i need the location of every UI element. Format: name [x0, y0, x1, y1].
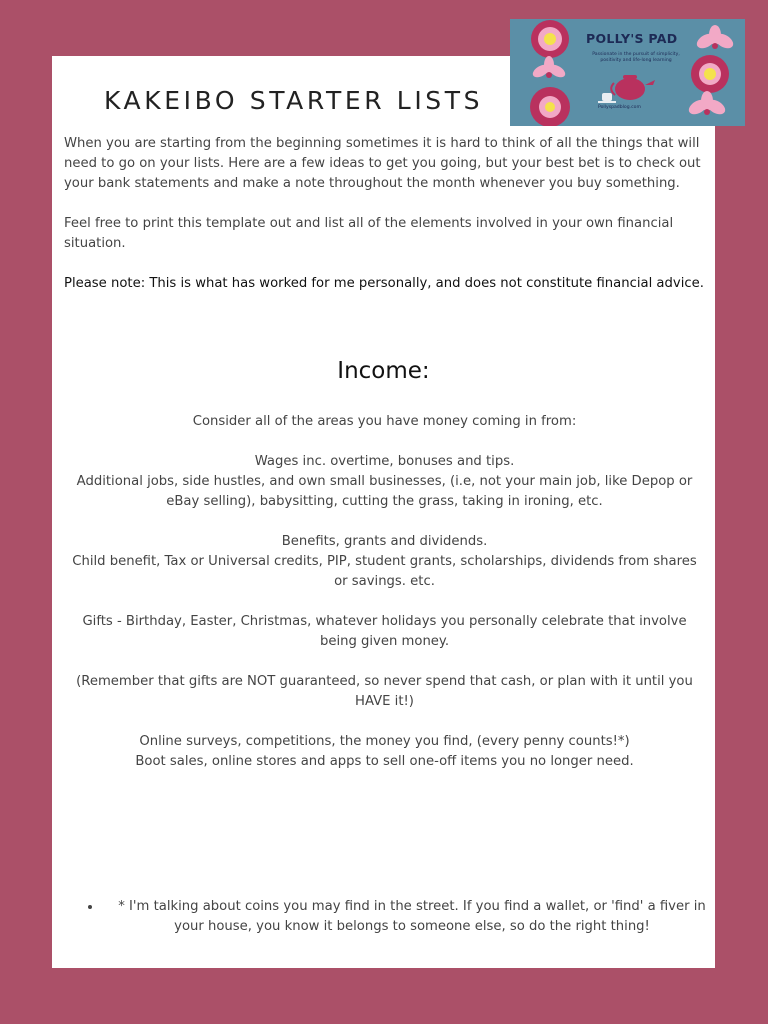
intro-section — [64, 134, 709, 314]
income-wages: Wages inc. overtime, bonuses and tips. — [254, 454, 515, 469]
intro-paragraph-2: Feel free to print this template out and list all of the elements involved in your own financial situation. — [64, 216, 674, 251]
income-lead: Consider all of the areas you have money coming in from: — [192, 414, 577, 429]
disclaimer-note: Please note: This is what has worked for me personally, and does not constitute financial advice. — [64, 276, 704, 291]
income-boot-sales: Boot sales, online stores and apps to sell one-off items you no longer need. — [135, 754, 634, 769]
logo-title: POLLY'S PAD — [586, 31, 678, 46]
income-surveys: Online surveys, competitions, the money you find, (every penny counts!*) — [139, 734, 630, 749]
income-additional-jobs: Additional jobs, side hustles, and own small businesses, (i.e, not your main job, like Depop or eBay selling), babysitting, cutting the grass, taking in ironing, etc. — [76, 474, 693, 509]
page-title: KAKEIBO STARTER LISTS — [104, 86, 484, 115]
income-wages-block — [72, 452, 697, 512]
pollys-pad-logo — [510, 19, 745, 126]
logo-url: Pollyspadblog.com — [598, 105, 641, 110]
income-section — [72, 412, 697, 792]
income-benefits-block — [72, 532, 697, 592]
income-benefits: Benefits, grants and dividends. — [281, 534, 488, 549]
document-page — [52, 56, 715, 968]
income-child-benefit: Child benefit, Tax or Universal credits, PIP, student grants, scholarships, dividends from shares or savings. etc. — [72, 554, 697, 589]
footnote-item: • * I'm talking about coins you may find in the street. If you find a wallet, or 'find' a fiver in your house, you know it belongs to someone else, so do the right thing! — [102, 897, 722, 937]
income-gifts-warning: (Remember that gifts are NOT guaranteed, so never spend that cash, or plan with it until you HAVE it!) — [76, 674, 693, 709]
logo-tagline: Passionate in the pursuit of simplicity, positivity and life-long learning — [592, 52, 680, 63]
income-heading: Income: — [337, 358, 430, 384]
intro-paragraph-1: When you are starting from the beginning sometimes it is hard to think of all the things that will need to go on your lists. Here are a few ideas to get you going, but your best bet is to check out your bank statements and make a note throughout the month whenever you buy something. — [64, 136, 701, 191]
income-online-block — [72, 732, 697, 772]
footnote-list — [82, 897, 722, 937]
income-gifts: Gifts - Birthday, Easter, Christmas, whatever holidays you personally celebrate that involve being given money. — [82, 614, 687, 649]
